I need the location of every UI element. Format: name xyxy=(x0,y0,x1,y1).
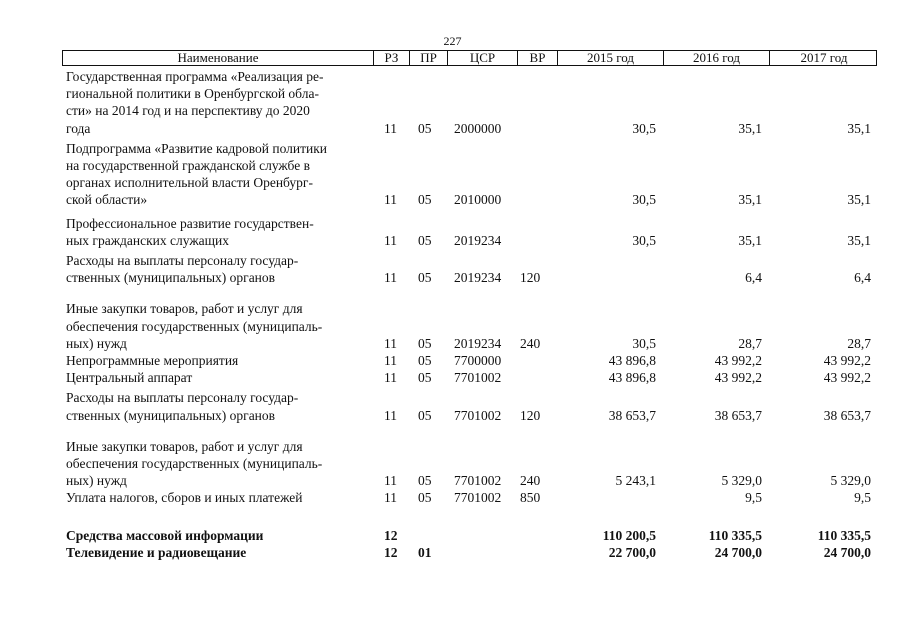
row-pr: 05 xyxy=(418,335,432,351)
row-2015: 30,5 xyxy=(632,192,656,208)
row-csr: 2019234 xyxy=(454,335,502,351)
row-name: Непрограммные мероприятия xyxy=(66,353,239,369)
header-2015: 2015 год xyxy=(557,51,663,65)
header-pr: ПР xyxy=(409,51,447,65)
row-2017: 28,7 xyxy=(847,335,871,351)
row-2017: 38 653,7 xyxy=(823,407,871,423)
row-name: Центральный аппарат xyxy=(66,370,193,386)
row-2015: 43 896,8 xyxy=(608,353,656,369)
row-rz: 11 xyxy=(384,490,397,506)
row-2016: 5 329,0 xyxy=(721,473,762,489)
row-2016: 35,1 xyxy=(738,232,762,248)
table-row xyxy=(66,215,878,249)
header-rz: РЗ xyxy=(373,51,409,65)
table-row xyxy=(66,140,878,209)
table-row xyxy=(66,352,878,369)
row-2017: 9,5 xyxy=(854,490,871,506)
row-2017: 35,1 xyxy=(847,192,871,208)
row-2015: 110 200,5 xyxy=(602,527,656,543)
table-row xyxy=(66,68,878,137)
header-vr: ВР xyxy=(517,51,557,65)
row-2017: 43 992,2 xyxy=(823,370,871,386)
row-2015: 5 243,1 xyxy=(615,473,656,489)
row-pr: 05 xyxy=(418,232,432,248)
row-2015: 22 700,0 xyxy=(608,544,656,560)
header-2017: 2017 год xyxy=(769,51,878,65)
row-name: Подпрограмма «Развитие кадровой политики на государственной гражданской службе в органах исполнительной власти Оренбург- ской области» xyxy=(66,140,328,208)
row-csr: 7701002 xyxy=(454,370,502,386)
row-csr: 7701002 xyxy=(454,473,502,489)
row-name: Профессиональное развитие государствен- ных гражданских служащих xyxy=(66,215,314,248)
row-rz: 11 xyxy=(384,335,397,351)
row-2015: 30,5 xyxy=(632,335,656,351)
row-pr: 05 xyxy=(418,120,432,136)
row-csr: 2019234 xyxy=(454,232,502,248)
table-row xyxy=(66,369,878,386)
row-2017: 110 335,5 xyxy=(817,527,871,543)
row-2016: 6,4 xyxy=(745,270,762,286)
row-pr: 05 xyxy=(418,192,432,208)
table-row-section xyxy=(66,527,878,544)
row-rz: 12 xyxy=(384,527,398,543)
row-pr: 05 xyxy=(418,270,432,286)
row-name: Телевидение и радиовещание xyxy=(66,544,247,560)
table-row xyxy=(66,389,878,423)
row-2017: 43 992,2 xyxy=(823,353,871,369)
row-rz: 11 xyxy=(384,232,397,248)
row-vr: 120 xyxy=(520,270,541,286)
row-csr: 7700000 xyxy=(454,353,502,369)
row-pr: 05 xyxy=(418,490,432,506)
row-2016: 43 992,2 xyxy=(714,353,762,369)
row-pr: 05 xyxy=(418,370,432,386)
row-2016: 38 653,7 xyxy=(714,407,762,423)
row-name: Уплата налогов, сборов и иных платежей xyxy=(66,490,303,506)
row-2017: 24 700,0 xyxy=(823,544,871,560)
row-rz: 11 xyxy=(384,270,397,286)
row-name: Средства массовой информации xyxy=(66,527,264,543)
row-2016: 9,5 xyxy=(745,490,762,506)
row-vr: 240 xyxy=(520,335,541,351)
row-2016: 28,7 xyxy=(738,335,762,351)
row-csr: 2019234 xyxy=(454,270,502,286)
table-row xyxy=(66,300,878,352)
row-name: Расходы на выплаты персоналу государ- ственных (муниципальных) органов xyxy=(66,253,299,286)
row-2016: 110 335,5 xyxy=(708,527,762,543)
row-rz: 11 xyxy=(384,120,397,136)
row-pr: 01 xyxy=(418,544,432,560)
row-2017: 6,4 xyxy=(854,270,871,286)
row-rz: 11 xyxy=(384,370,397,386)
row-2015: 38 653,7 xyxy=(608,407,656,423)
row-2017: 5 329,0 xyxy=(830,473,871,489)
row-rz: 11 xyxy=(384,473,397,489)
page-number: 227 xyxy=(443,34,462,48)
row-name: Иные закупки товаров, работ и услуг для обеспечения государственных (муниципаль- ных) нужд xyxy=(66,301,323,351)
row-pr: 05 xyxy=(418,473,432,489)
row-2017: 35,1 xyxy=(847,232,871,248)
table-body xyxy=(66,68,878,561)
row-name: Государственная программа «Реализация ре- гиональной политики в Оренбургской обла- сти» на 2014 год и на перспективу до 2020 года xyxy=(66,69,324,136)
row-pr: 05 xyxy=(418,353,432,369)
table-row xyxy=(66,489,878,506)
row-2016: 43 992,2 xyxy=(714,370,762,386)
row-csr: 2010000 xyxy=(454,192,502,208)
row-rz: 12 xyxy=(384,544,398,560)
table-row xyxy=(66,438,878,490)
row-csr: 7701002 xyxy=(454,490,502,506)
row-2016: 35,1 xyxy=(738,192,762,208)
table-header xyxy=(62,50,877,66)
header-csr: ЦСР xyxy=(447,51,517,65)
row-name: Расходы на выплаты персоналу государ- ственных (муниципальных) органов xyxy=(66,390,299,423)
row-2016: 24 700,0 xyxy=(714,544,762,560)
header-2016: 2016 год xyxy=(663,51,769,65)
row-csr: 7701002 xyxy=(454,407,502,423)
row-pr: 05 xyxy=(418,407,432,423)
row-rz: 11 xyxy=(384,407,397,423)
row-name: Иные закупки товаров, работ и услуг для обеспечения государственных (муниципаль- ных) нужд xyxy=(66,438,323,489)
row-2015: 30,5 xyxy=(632,120,656,136)
header-name: Наименование xyxy=(177,50,259,65)
row-vr: 120 xyxy=(520,407,541,423)
row-rz: 11 xyxy=(384,353,397,369)
row-csr: 2000000 xyxy=(454,120,502,136)
row-vr: 240 xyxy=(520,473,541,489)
row-2015: 43 896,8 xyxy=(608,370,656,386)
row-2015: 30,5 xyxy=(632,232,656,248)
row-rz: 11 xyxy=(384,192,397,208)
table-row xyxy=(66,252,878,286)
row-2016: 35,1 xyxy=(738,120,762,136)
table-row-section xyxy=(66,544,878,561)
row-2017: 35,1 xyxy=(847,120,871,136)
row-vr: 850 xyxy=(520,490,541,506)
